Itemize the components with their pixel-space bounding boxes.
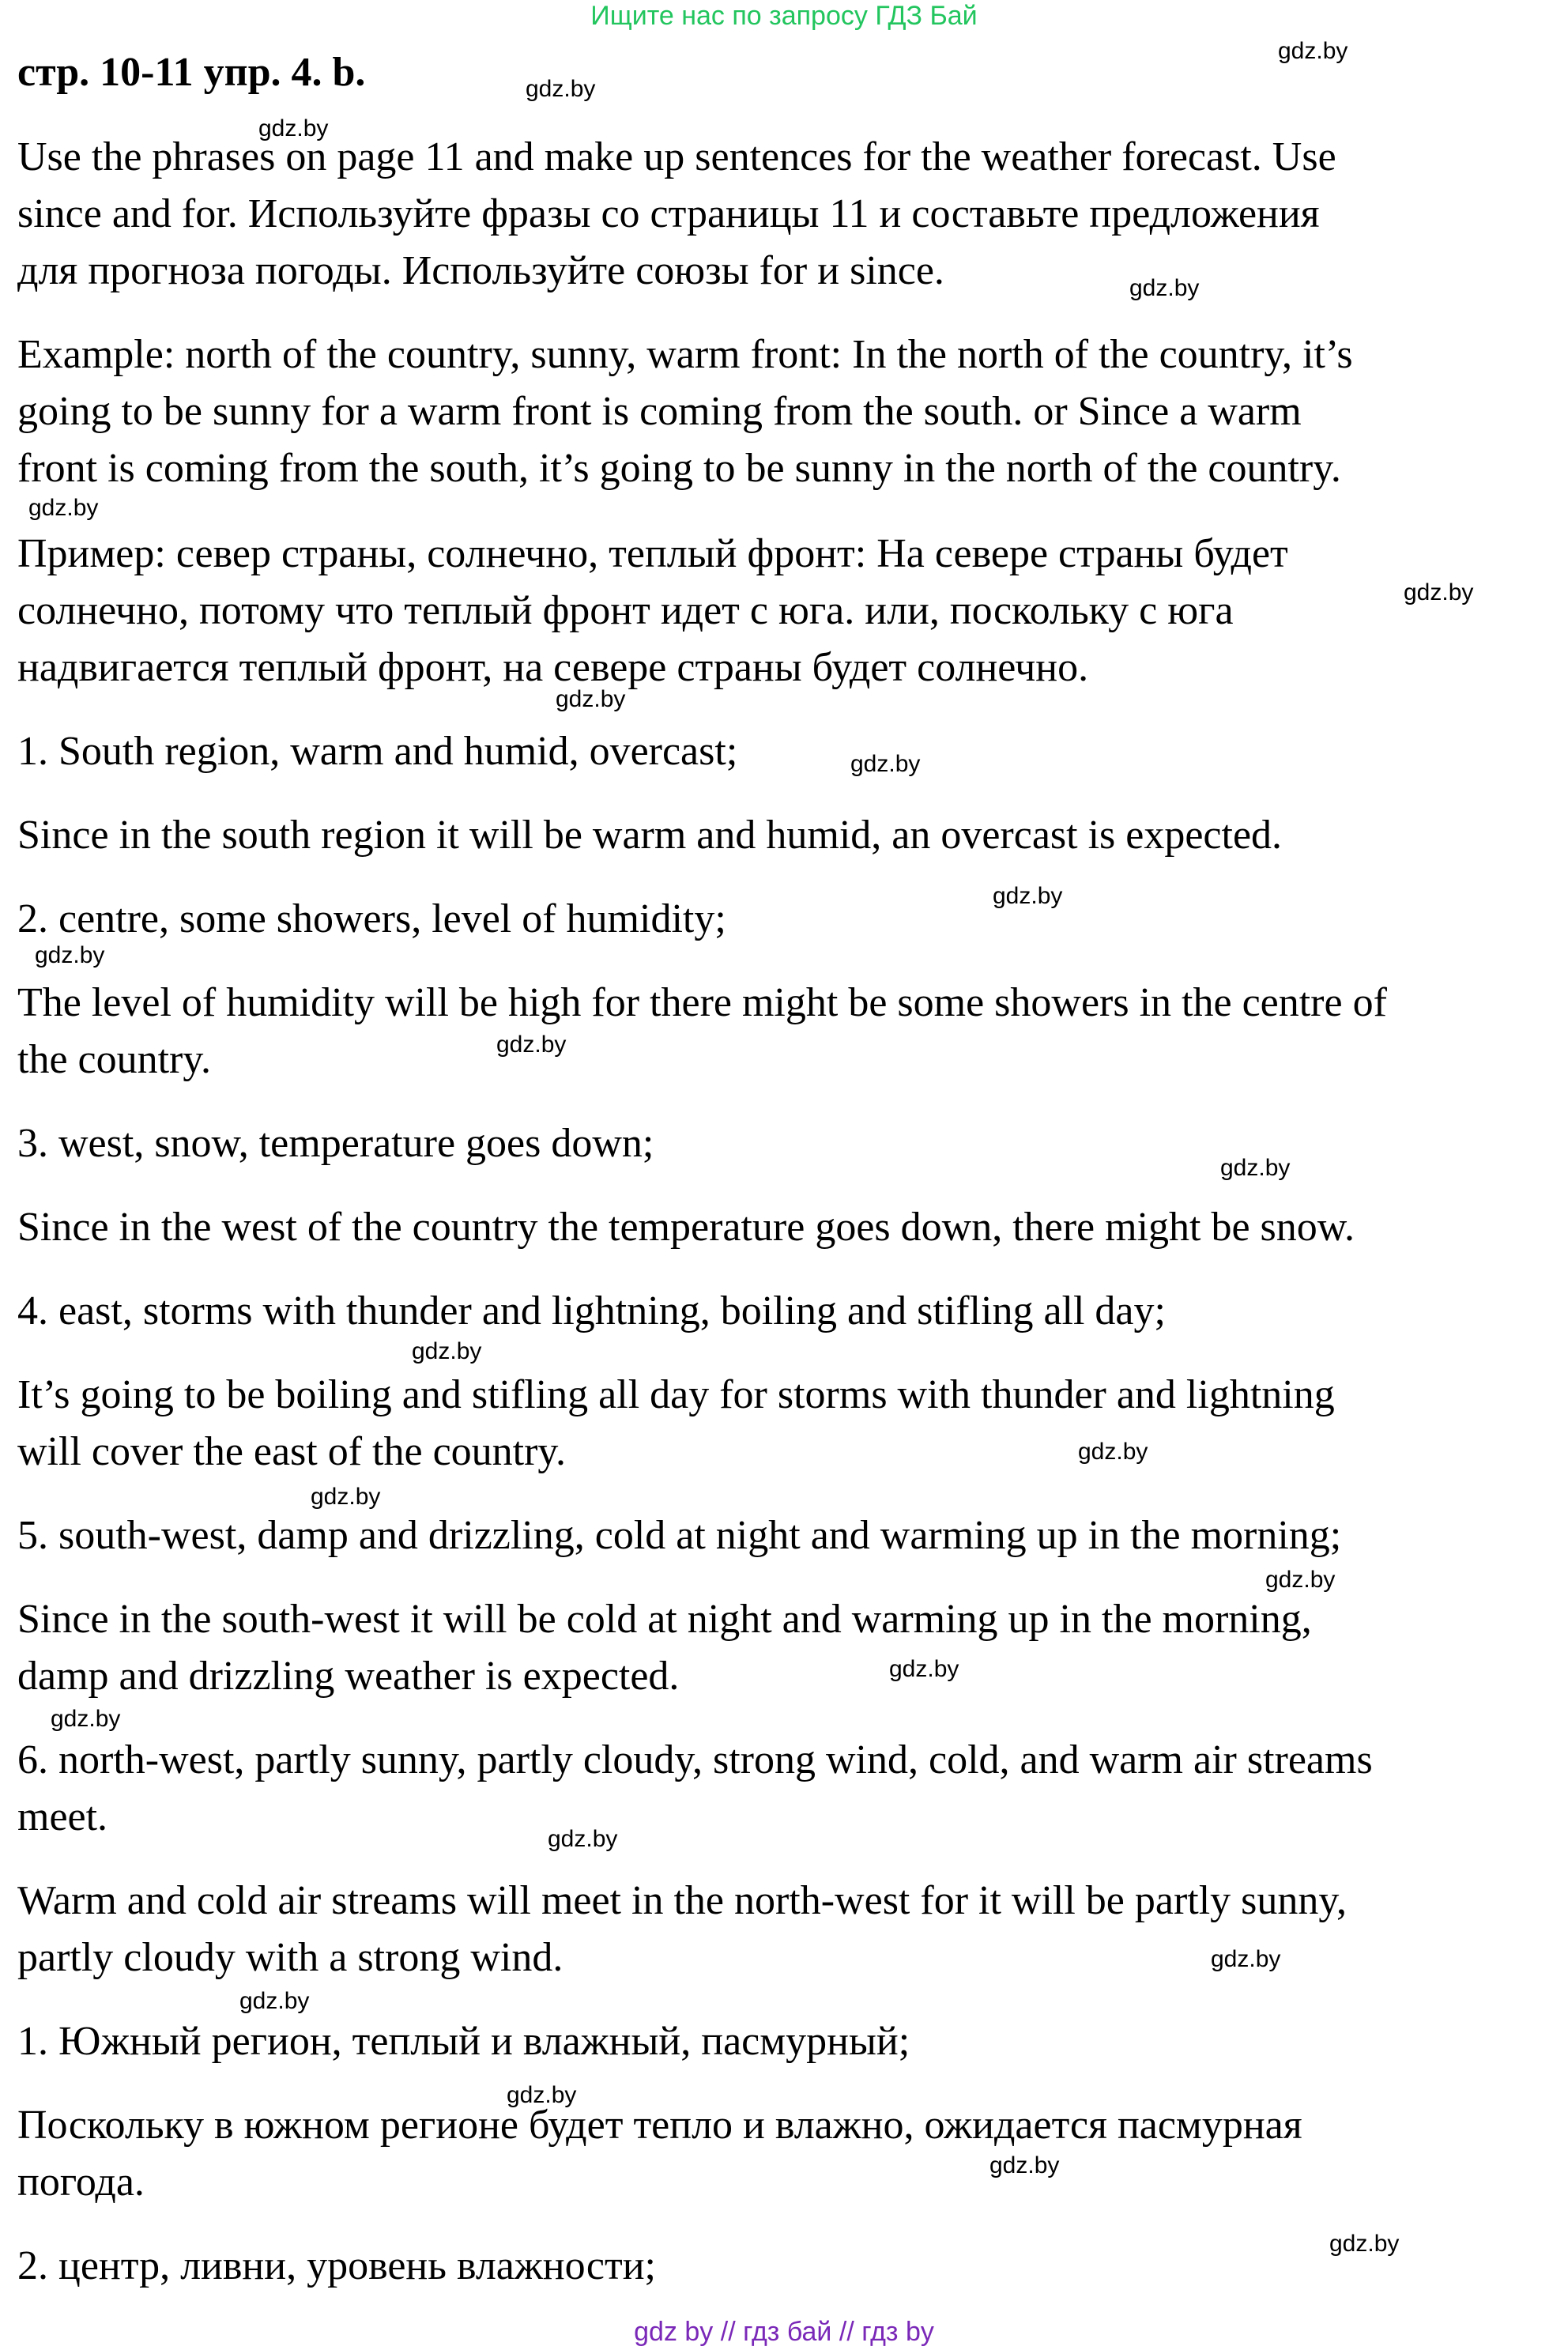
watermark: gdz.by — [556, 686, 626, 712]
task-line: для прогноза погоды. Используйте союзы for и since. — [17, 248, 944, 293]
example-en-line: Example: north of the country, sunny, warm front: In the north of the country, it’s — [17, 332, 1353, 377]
watermark: gdz.by — [239, 1988, 310, 2014]
item-prompt: 5. south-west, damp and drizzling, cold at night and warming up in the morning; — [17, 1513, 1342, 1558]
example-ru-line: солнечно, потому что теплый фронт идет с юга. или, поскольку с юга — [17, 588, 1234, 633]
watermark: gdz.by — [526, 76, 596, 102]
watermark: gdz.by — [35, 942, 105, 968]
item-prompt: 3. west, snow, temperature goes down; — [17, 1121, 654, 1166]
task-line: Use the phrases on page 11 and make up sentences for the weather forecast. Use — [17, 134, 1336, 179]
item-answer: the country. — [17, 1037, 211, 1082]
item-answer: The level of humidity will be high for there might be some showers in the centre of — [17, 980, 1387, 1025]
item-prompt: 4. east, storms with thunder and lightning, boiling and stifling all day; — [17, 1288, 1166, 1333]
page-title: стр. 10-11 упр. 4. b. — [17, 50, 366, 95]
footer-links[interactable]: gdz by // гдз бай // гдз by — [634, 2317, 934, 2347]
watermark: gdz.by — [1078, 1439, 1148, 1465]
item-answer: will cover the east of the country. — [17, 1429, 567, 1474]
watermark: gdz.by — [850, 751, 921, 777]
example-ru-line: надвигается теплый фронт, на севере страны будет солнечно. — [17, 645, 1089, 690]
example-en-line: front is coming from the south, it’s going to be sunny in the north of the country. — [17, 446, 1341, 491]
watermark: gdz.by — [51, 1706, 121, 1732]
example-ru-line: Пример: север страны, солнечно, теплый фронт: На севере страны будет — [17, 531, 1288, 576]
item-answer: Since in the south-west it will be cold at night and warming up in the morning, — [17, 1597, 1312, 1642]
watermark: gdz.by — [28, 495, 99, 521]
watermark: gdz.by — [1265, 1567, 1336, 1593]
watermark: gdz.by — [1278, 38, 1348, 64]
watermark: gdz.by — [1404, 579, 1474, 605]
watermark: gdz.by — [889, 1656, 959, 1682]
watermark: gdz.by — [1129, 275, 1200, 301]
watermark: gdz.by — [1220, 1155, 1291, 1181]
item-answer: partly cloudy with a strong wind. — [17, 1935, 564, 1980]
item-answer: damp and drizzling weather is expected. — [17, 1654, 680, 1699]
item-answer: It’s going to be boiling and stifling all day for storms with thunder and lightning — [17, 1372, 1335, 1417]
watermark: gdz.by — [412, 1338, 482, 1364]
translation-prompt: 2. центр, ливни, уровень влажности; — [17, 2243, 656, 2288]
item-prompt: 1. South region, warm and humid, overcast; — [17, 729, 738, 774]
watermark: gdz.by — [548, 1826, 618, 1852]
translation-answer: Поскольку в южном регионе будет тепло и влажно, ожидается пасмурная — [17, 2103, 1302, 2148]
watermark: gdz.by — [993, 883, 1063, 909]
item-prompt: 2. centre, some showers, level of humidity; — [17, 896, 726, 941]
example-en-line: going to be sunny for a warm front is coming from the south. or Since a warm — [17, 389, 1302, 434]
translation-prompt: 1. Южный регион, теплый и влажный, пасмурный; — [17, 2019, 910, 2064]
item-answer: Warm and cold air streams will meet in the north-west for it will be partly sunny, — [17, 1878, 1348, 1923]
watermark: gdz.by — [311, 1484, 381, 1510]
watermark: gdz.by — [1211, 1946, 1281, 1972]
watermark: gdz.by — [1329, 2231, 1400, 2257]
watermark: gdz.by — [989, 2152, 1060, 2178]
item-answer: Since in the south region it will be warm and humid, an overcast is expected. — [17, 813, 1283, 858]
watermark: gdz.by — [258, 115, 329, 141]
translation-answer: погода. — [17, 2160, 145, 2205]
item-answer: Since in the west of the country the temperature goes down, there might be snow. — [17, 1205, 1355, 1250]
item-prompt: meet. — [17, 1794, 108, 1839]
watermark: gdz.by — [496, 1032, 567, 1058]
search-hint-link[interactable]: Ищите нас по запросу ГДЗ Бай — [590, 1, 978, 31]
item-prompt: 6. north-west, partly sunny, partly cloudy, strong wind, cold, and warm air streams — [17, 1737, 1373, 1782]
watermark: gdz.by — [507, 2082, 577, 2108]
task-line: since and for. Используйте фразы со страницы 11 и составьте предложения — [17, 191, 1320, 236]
